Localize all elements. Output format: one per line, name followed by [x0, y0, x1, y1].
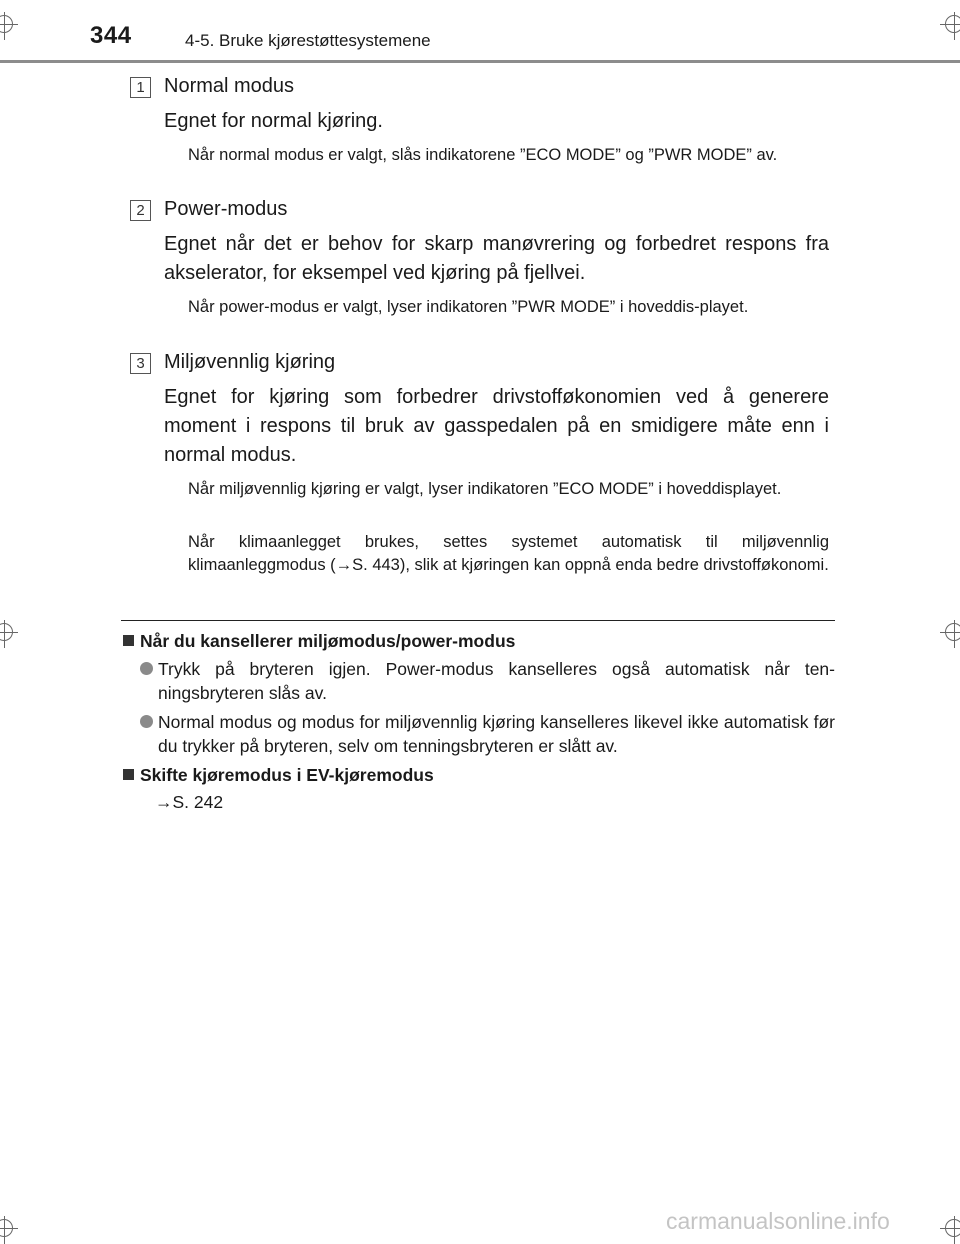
info-heading-cancel: Når du kansellerer miljømodus/power-modus: [123, 631, 515, 652]
item-number-badge: 1: [130, 77, 151, 98]
item-note: Når miljøvennlig kjøring er valgt, lyser indikatoren ”ECO MODE” i hoveddisplayet.: [188, 480, 782, 498]
circle-bullet-icon: [140, 662, 153, 675]
item-description: Egnet for kjøring som forbedrer drivstofføkonomien ved å generere moment i respons til bruk av gasspedalen på en smidigere måte enn i normal modus.: [164, 386, 829, 466]
item-note: Når klimaanlegget brukes, settes systemet automatisk til miljøvennlig klimaanleggmodus (→S. 443), slik at kjøringen kan oppnå enda bedre drivstofføkonomi.: [188, 533, 829, 574]
circle-bullet-icon: [140, 715, 153, 728]
square-bullet-icon: [123, 769, 134, 780]
section-divider: [121, 620, 835, 621]
item-note: Når normal modus er valgt, slås indikatorene ”ECO MODE” og ”PWR MODE” av.: [188, 146, 778, 164]
page-reference-link[interactable]: →S. 242: [155, 792, 224, 812]
watermark: carmanualsonline.info: [666, 1208, 890, 1234]
page-number: 344: [90, 22, 132, 49]
header-rule: [0, 60, 960, 63]
section-title: 4-5. Bruke kjørestøttesystemene: [185, 31, 431, 50]
item-title: Power-modus: [164, 198, 288, 220]
item-title: Normal modus: [164, 75, 295, 97]
info-heading-ev: Skifte kjøremodus i EV-kjøremodus: [123, 765, 434, 786]
bullet-text: Trykk på bryteren igjen. Power-modus kanselleres også automatisk når ten-ningsbryteren slås av.: [158, 659, 835, 703]
item-description: Egnet når det er behov for skarp manøvrering og forbedret respons fra akselerator, for eksempel ved kjøring på fjellvei.: [164, 233, 829, 284]
square-bullet-icon: [123, 635, 134, 646]
item-description: Egnet for normal kjøring.: [164, 110, 383, 132]
item-number-badge: 2: [130, 200, 151, 221]
item-title: Miljøvennlig kjøring: [164, 351, 336, 373]
info-bullet: [140, 657, 835, 705]
item-note: Når power-modus er valgt, lyser indikatoren ”PWR MODE” i hoveddis-playet.: [188, 298, 749, 316]
item-number-badge: 3: [130, 353, 151, 374]
page-header: [0, 0, 960, 64]
bullet-text: Normal modus og modus for miljøvennlig kjøring kanselleres likevel ikke automatisk før du trykker på bryteren, selv om tenningsbryteren er slått av.: [158, 712, 835, 756]
info-bullet: [140, 710, 835, 758]
